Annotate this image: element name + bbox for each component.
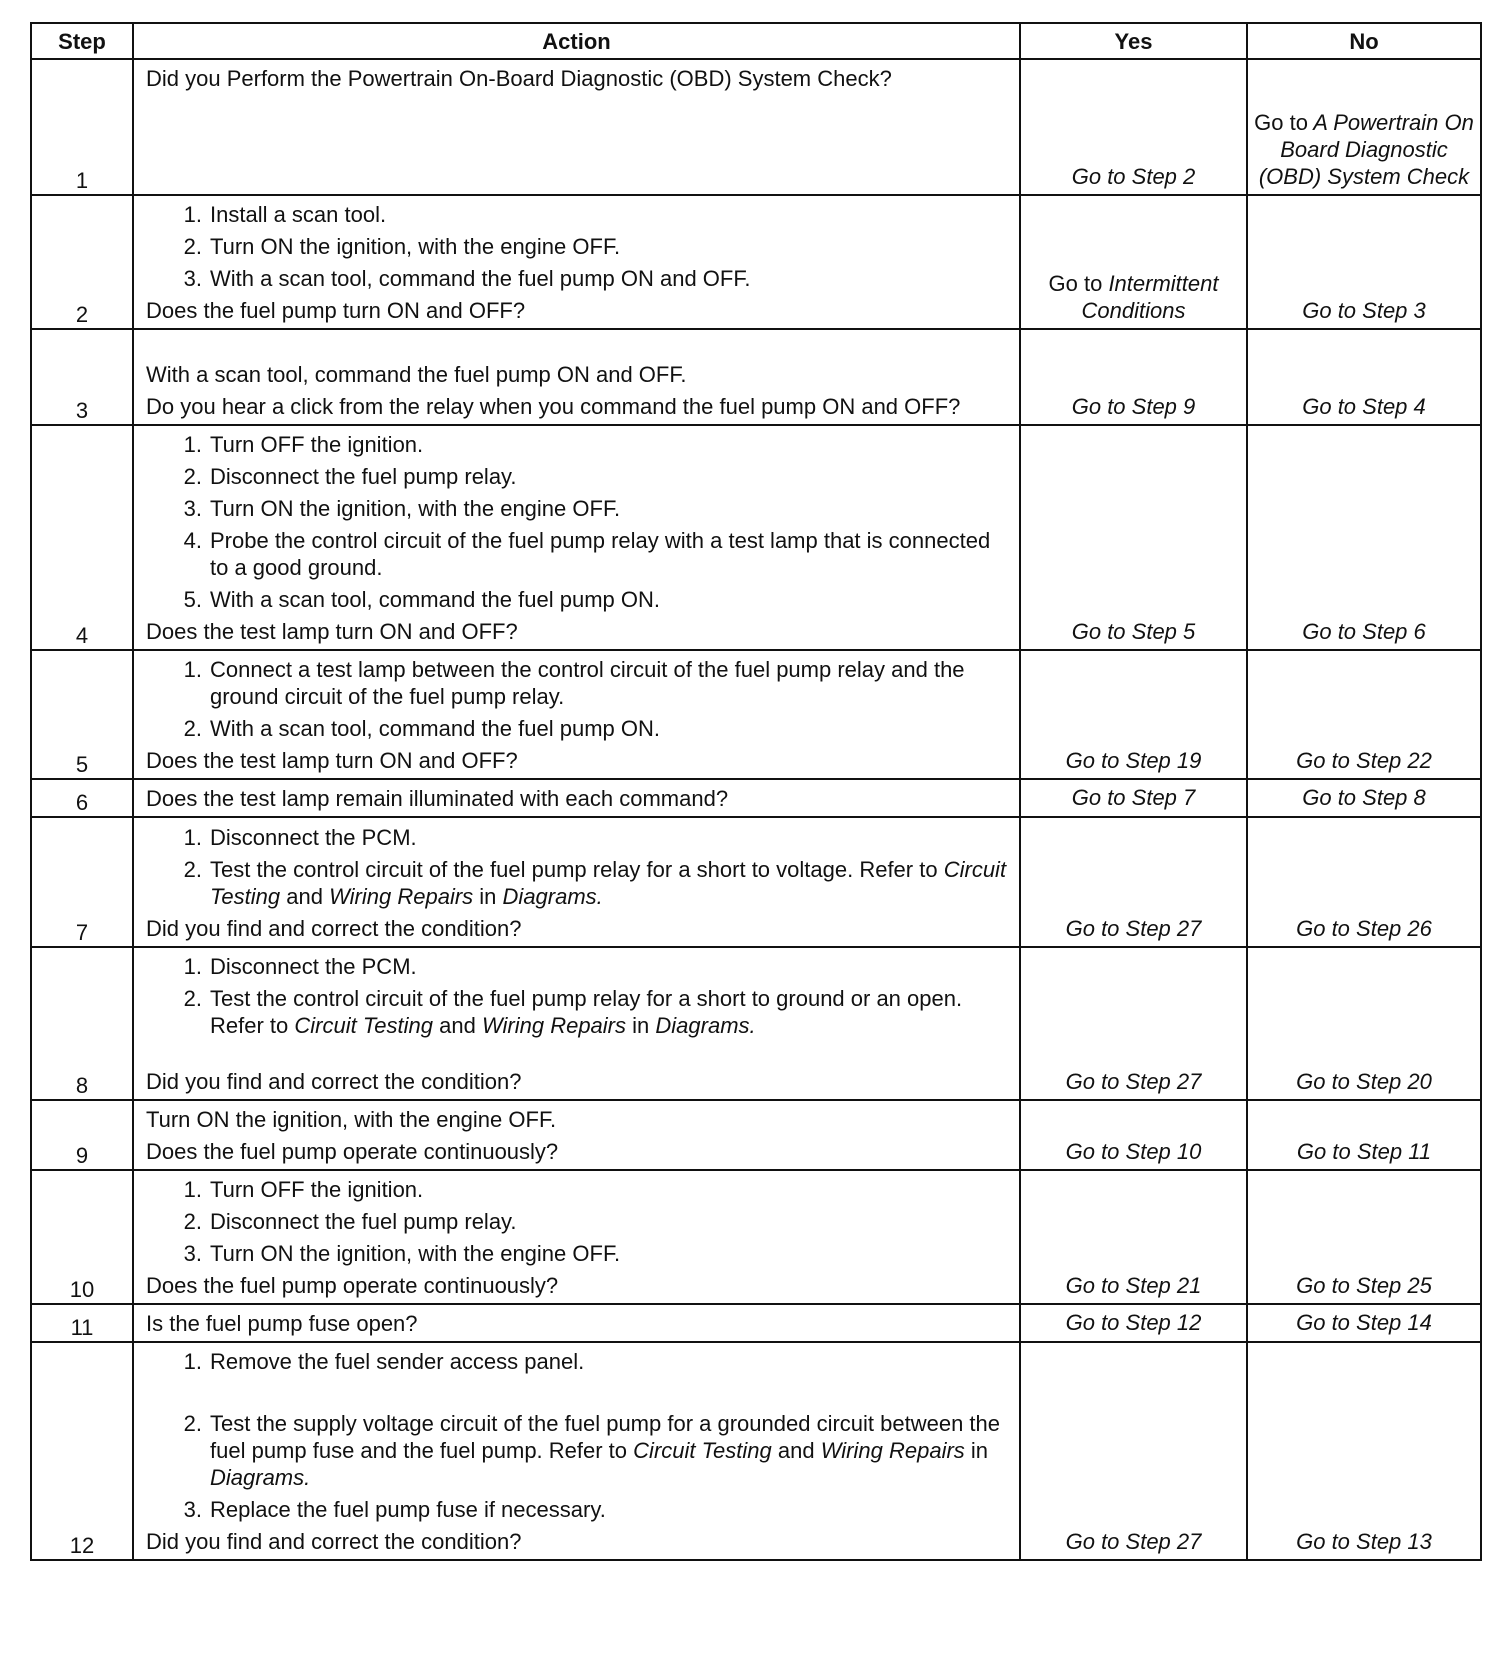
instruction: With a scan tool, command the fuel pump ON and OFF. [146,362,687,387]
step-number: 8 [31,947,133,1100]
step-number: 2 [31,195,133,329]
header-row [31,23,1481,59]
step-number: 10 [31,1170,133,1304]
table-row [31,329,1481,425]
step-number: 9 [31,1100,133,1170]
list-item: 2. Test the control circuit of the fuel pump relay for a short to voltage. Refer to Circuit Testing and Wiring Repairs in Diagrams. [183,857,1007,909]
yes-cell: Go to Step 27 [1020,947,1247,1100]
action-cell [133,779,1020,817]
list-item: 3. Replace the fuel pump fuse if necessary. [183,1497,606,1522]
instruction: Turn ON the ignition, with the engine OFF. [146,1107,557,1132]
no-cell [1247,59,1481,195]
list-item: 2. Disconnect the fuel pump relay. [183,464,517,489]
list-item: 3. Turn ON the ignition, with the engine OFF. [183,496,621,521]
action-cell [133,329,1020,425]
step-number: 1 [31,59,133,195]
question: Did you find and correct the condition? [146,1529,522,1554]
reference-diagrams: Diagrams. [210,1465,311,1490]
no-cell: Go to Step 13 [1247,1342,1481,1560]
question: Does the fuel pump turn ON and OFF? [146,298,526,323]
question: Does the fuel pump operate continuously? [146,1273,559,1298]
list-item: 3. With a scan tool, command the fuel pump ON and OFF. [183,266,751,291]
table-row [31,650,1481,779]
question: Does the test lamp turn ON and OFF? [146,748,518,773]
step-number: 4 [31,425,133,650]
header-no: No [1247,23,1481,59]
list-item: 4. Probe the control circuit of the fuel pump relay with a test lamp that is connected to a good ground. [183,528,991,580]
list-item: 1. Disconnect the PCM. [183,954,417,979]
no-cell: Go to Step 26 [1247,817,1481,947]
reference-wiring-repairs: Wiring Repairs [329,884,474,909]
no-cell: Go to Step 4 [1247,329,1481,425]
list-item: 1. Connect a test lamp between the control circuit of the fuel pump relay and the ground circuit of the fuel pump relay. [183,657,965,709]
yes-cell: Go to Step 5 [1020,425,1247,650]
reference-wiring-repairs: Wiring Repairs [820,1438,965,1463]
list-item: 2. Disconnect the fuel pump relay. [183,1209,517,1234]
yes-cell: Go to Step 2 [1020,59,1247,195]
table-row [31,779,1481,817]
question: Do you hear a click from the relay when you command the fuel pump ON and OFF? [146,394,961,419]
question: Does the test lamp remain illuminated with each command? [146,786,729,811]
list-item: 2. With a scan tool, command the fuel pump ON. [183,716,660,741]
reference-wiring-repairs: Wiring Repairs [481,1013,627,1038]
no-cell: Go to Step 8 [1247,779,1481,817]
no-cell: Go to Step 3 [1247,195,1481,329]
list-item: 1. Turn OFF the ignition. [183,1177,424,1202]
yes-prefix: Go to [1048,271,1103,296]
table-row [31,425,1481,650]
list-item: 5. With a scan tool, command the fuel pump ON. [183,587,660,612]
table-row [31,947,1481,1100]
step-number: 3 [31,329,133,425]
action-cell [133,425,1020,650]
action-cell [133,59,1020,195]
no-cell: Go to Step 11 [1247,1100,1481,1170]
yes-cell: Go to Step 19 [1020,650,1247,779]
yes-cell: Go to Step 27 [1020,1342,1247,1560]
step-number: 5 [31,650,133,779]
step-number: 6 [31,779,133,817]
header-step: Step [31,23,133,59]
table-row [31,1342,1481,1560]
action-cell [133,817,1020,947]
yes-reference: Intermittent Conditions [1081,271,1219,323]
action-cell [133,947,1020,1100]
no-prefix: Go to [1254,110,1308,135]
action-cell [133,1342,1020,1560]
reference-circuit-testing: Circuit Testing [210,857,1007,909]
list-item: 1. Disconnect the PCM. [183,825,417,850]
no-cell: Go to Step 6 [1247,425,1481,650]
no-reference: A Powertrain On Board Diagnostic (OBD) System Check [1258,110,1474,189]
yes-cell: Go to Step 12 [1020,1304,1247,1342]
action-cell [133,650,1020,779]
question: Does the fuel pump operate continuously? [146,1139,559,1164]
yes-cell [1020,195,1247,329]
yes-cell: Go to Step 7 [1020,779,1247,817]
no-cell: Go to Step 14 [1247,1304,1481,1342]
yes-cell: Go to Step 27 [1020,817,1247,947]
table-row [31,1304,1481,1342]
step-number: 11 [31,1304,133,1342]
step-number: 7 [31,817,133,947]
reference-circuit-testing: Circuit Testing [633,1438,772,1463]
table-row [31,1170,1481,1304]
yes-cell: Go to Step 10 [1020,1100,1247,1170]
diagnostic-table [30,22,1482,1561]
list-item: 2. Turn ON the ignition, with the engine OFF. [183,234,621,259]
table-row [31,1100,1481,1170]
question: Is the fuel pump fuse open? [146,1311,418,1336]
reference-diagrams: Diagrams. [655,1013,756,1038]
list-item: 1. Install a scan tool. [183,202,387,227]
action-cell [133,1304,1020,1342]
question: Does the test lamp turn ON and OFF? [146,619,518,644]
header-yes: Yes [1020,23,1247,59]
step-number: 12 [31,1342,133,1560]
reference-circuit-testing: Circuit Testing [294,1013,433,1038]
no-cell: Go to Step 22 [1247,650,1481,779]
header-action: Action [133,23,1020,59]
action-cell [133,1100,1020,1170]
table-row [31,817,1481,947]
list-item: 1. Turn OFF the ignition. [183,432,424,457]
question: Did you Perform the Powertrain On-Board Diagnostic (OBD) System Check? [146,66,892,91]
question: Did you find and correct the condition? [146,1069,522,1094]
yes-cell: Go to Step 9 [1020,329,1247,425]
table-row [31,59,1481,195]
list-item: 2. Test the supply voltage circuit of the fuel pump for a grounded circuit between the fuel pump fuse and the fuel pump. Refer to Circuit Testing and Wiring Repairs in Diagrams. [183,1411,1001,1490]
yes-cell: Go to Step 21 [1020,1170,1247,1304]
action-cell [133,195,1020,329]
list-item: 3. Turn ON the ignition, with the engine OFF. [183,1241,621,1266]
no-cell: Go to Step 25 [1247,1170,1481,1304]
action-cell [133,1170,1020,1304]
table-row [31,195,1481,329]
list-item: 2. Test the control circuit of the fuel pump relay for a short to ground or an open. Refer to Circuit Testing and Wiring Repairs in Diagrams. [183,986,963,1038]
list-item: 1. Remove the fuel sender access panel. [183,1349,585,1374]
question: Did you find and correct the condition? [146,916,522,941]
no-cell: Go to Step 20 [1247,947,1481,1100]
reference-diagrams: Diagrams. [502,884,603,909]
